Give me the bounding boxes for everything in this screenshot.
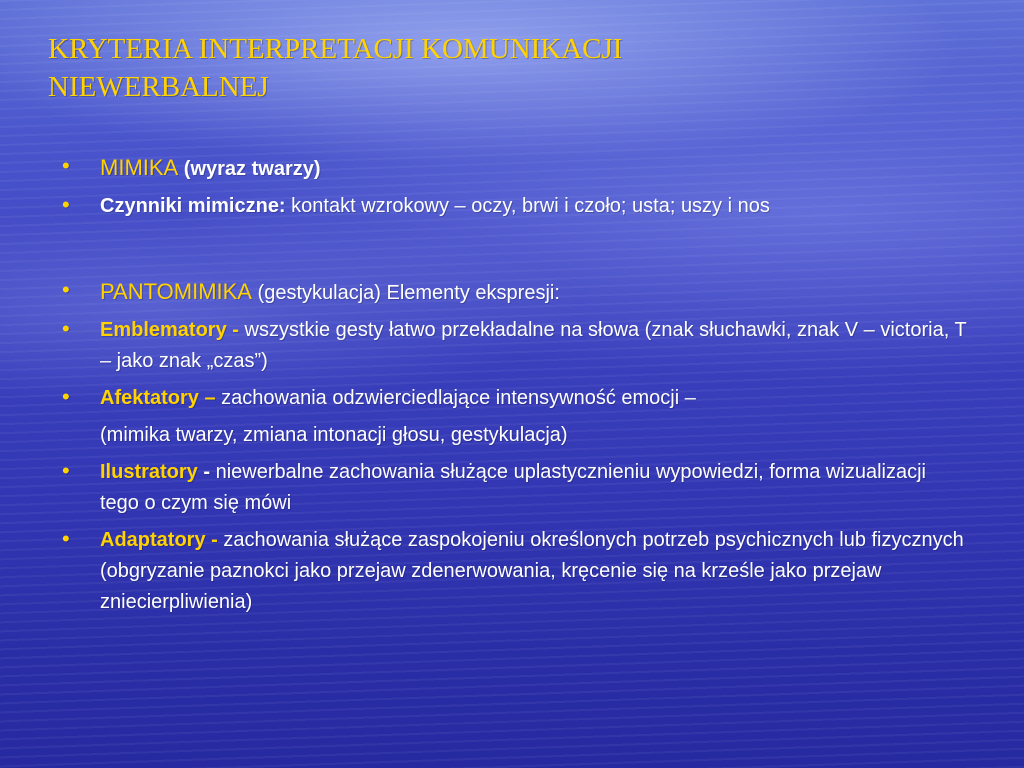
term-czynniki: Czynniki mimiczne: [100, 195, 286, 217]
bullet-icon: • [62, 192, 70, 217]
slide-body [62, 152, 967, 624]
bullet-item-ilustratory [62, 457, 967, 519]
bullet-icon: • [62, 277, 70, 302]
mimika-desc: (wyraz twarzy) [183, 158, 321, 180]
term-mimika: MIMIKA [100, 155, 179, 180]
spacer [62, 228, 967, 276]
bullet-item-czynniki [62, 191, 967, 222]
czynniki-desc: kontakt wzrokowy – oczy, brwi i czoło; usta; uszy i nos [291, 195, 770, 217]
slide-title-line1: KRYTERIA INTERPRETACJI KOMUNIKACJI [48, 33, 623, 65]
bullet-item-mimika [62, 152, 967, 185]
bullet-item-pantomimika [62, 276, 967, 309]
bullet-item-emblematory [62, 315, 967, 377]
bullet-icon: • [62, 153, 70, 178]
term-adaptatory: Adaptatory - [100, 529, 218, 551]
term-afektatory: Afektatory – [100, 387, 216, 409]
slide-title [48, 30, 948, 106]
bullet-icon: • [62, 316, 70, 341]
emblematory-desc: wszystkie gesty łatwo przekładalne na słowa (znak słuchawki, znak V – victoria, T – jako znak „czas”) [100, 319, 967, 372]
adaptatory-desc: zachowania służące zaspokojeniu określonych potrzeb psychicznych lub fizycznych (obgryzanie paznokci jako przejaw zdenerwowania, kręcenie się na krześle jako przejaw zniecierpliwienia) [100, 529, 964, 613]
bullet-item-afektatory [62, 383, 967, 414]
afektatory-continuation: (mimika twarzy, zmiana intonacji głosu, gestykulacja) [100, 424, 568, 446]
bullet-item-adaptatory [62, 525, 967, 618]
ilustratory-desc: niewerbalne zachowania służące uplastycznieniu wypowiedzi, forma wizualizacji tego o czym się mówi [100, 461, 926, 514]
bullet-icon: • [62, 384, 70, 409]
bullet-icon: • [62, 458, 70, 483]
term-ilustratory: Ilustratory [100, 461, 198, 483]
pantomimika-desc: (gestykulacja) Elementy ekspresji: [257, 282, 560, 304]
term-emblematory: Emblematory - [100, 319, 239, 341]
term-pantomimika: PANTOMIMIKA [100, 279, 252, 304]
slide-title-line2: NIEWERBALNEJ [48, 71, 269, 103]
ilustratory-dash: - [203, 461, 211, 483]
afektatory-desc: zachowania odzwierciedlające intensywność emocji – [221, 387, 696, 409]
bullet-icon: • [62, 526, 70, 551]
